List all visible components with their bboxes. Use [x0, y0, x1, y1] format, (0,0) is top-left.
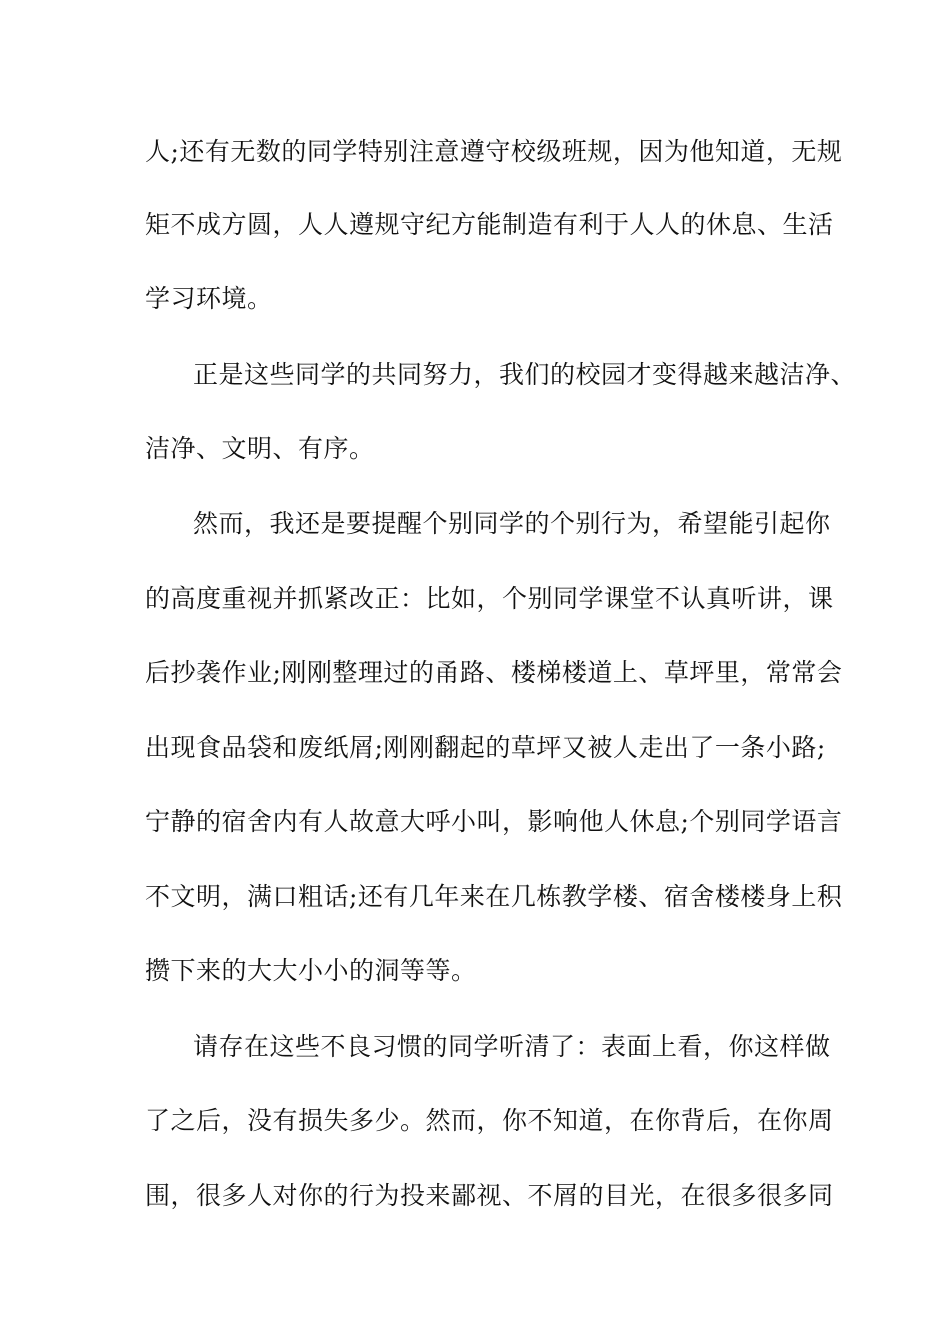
text-line: 不文明，满口粗话;还有几年来在几栋教学楼、宿舍楼楼身上积	[145, 882, 843, 911]
text-line: 后抄袭作业;刚刚整理过的甬路、楼梯楼道上、草坪里，常常会	[145, 658, 843, 687]
paragraph-first-line: 然而，我还是要提醒个别同学的个别行为，希望能引起你	[193, 509, 831, 538]
text-line: 矩不成方圆，人人遵规守纪方能制造有利于人人的休息、生活	[145, 210, 834, 239]
text-line: 人;还有无数的同学特别注意遵守校级班规，因为他知道，无规	[145, 137, 843, 166]
text-line: 攒下来的大大小小的洞等等。	[145, 956, 477, 985]
paragraph-first-line: 正是这些同学的共同努力，我们的校园才变得越来越洁净、	[193, 360, 857, 389]
text-line: 的高度重视并抓紧改正：比如，个别同学课堂不认真听讲，课	[145, 584, 834, 613]
paragraph-first-line: 请存在这些不良习惯的同学听清了：表面上看，你这样做	[193, 1032, 831, 1061]
text-line: 洁净、文明、有序。	[145, 434, 375, 463]
text-line: 学习环境。	[145, 284, 273, 313]
text-line: 了之后，没有损失多少。然而，你不知道，在你背后，在你周	[145, 1106, 834, 1135]
text-line: 围，很多人对你的行为投来鄙视、不屑的目光，在很多很多同	[145, 1181, 834, 1210]
text-line: 出现食品袋和废纸屑;刚刚翻起的草坪又被人走出了一条小路;	[145, 733, 826, 762]
text-line: 宁静的宿舍内有人故意大呼小叫，影响他人休息;个别同学语言	[145, 807, 843, 836]
